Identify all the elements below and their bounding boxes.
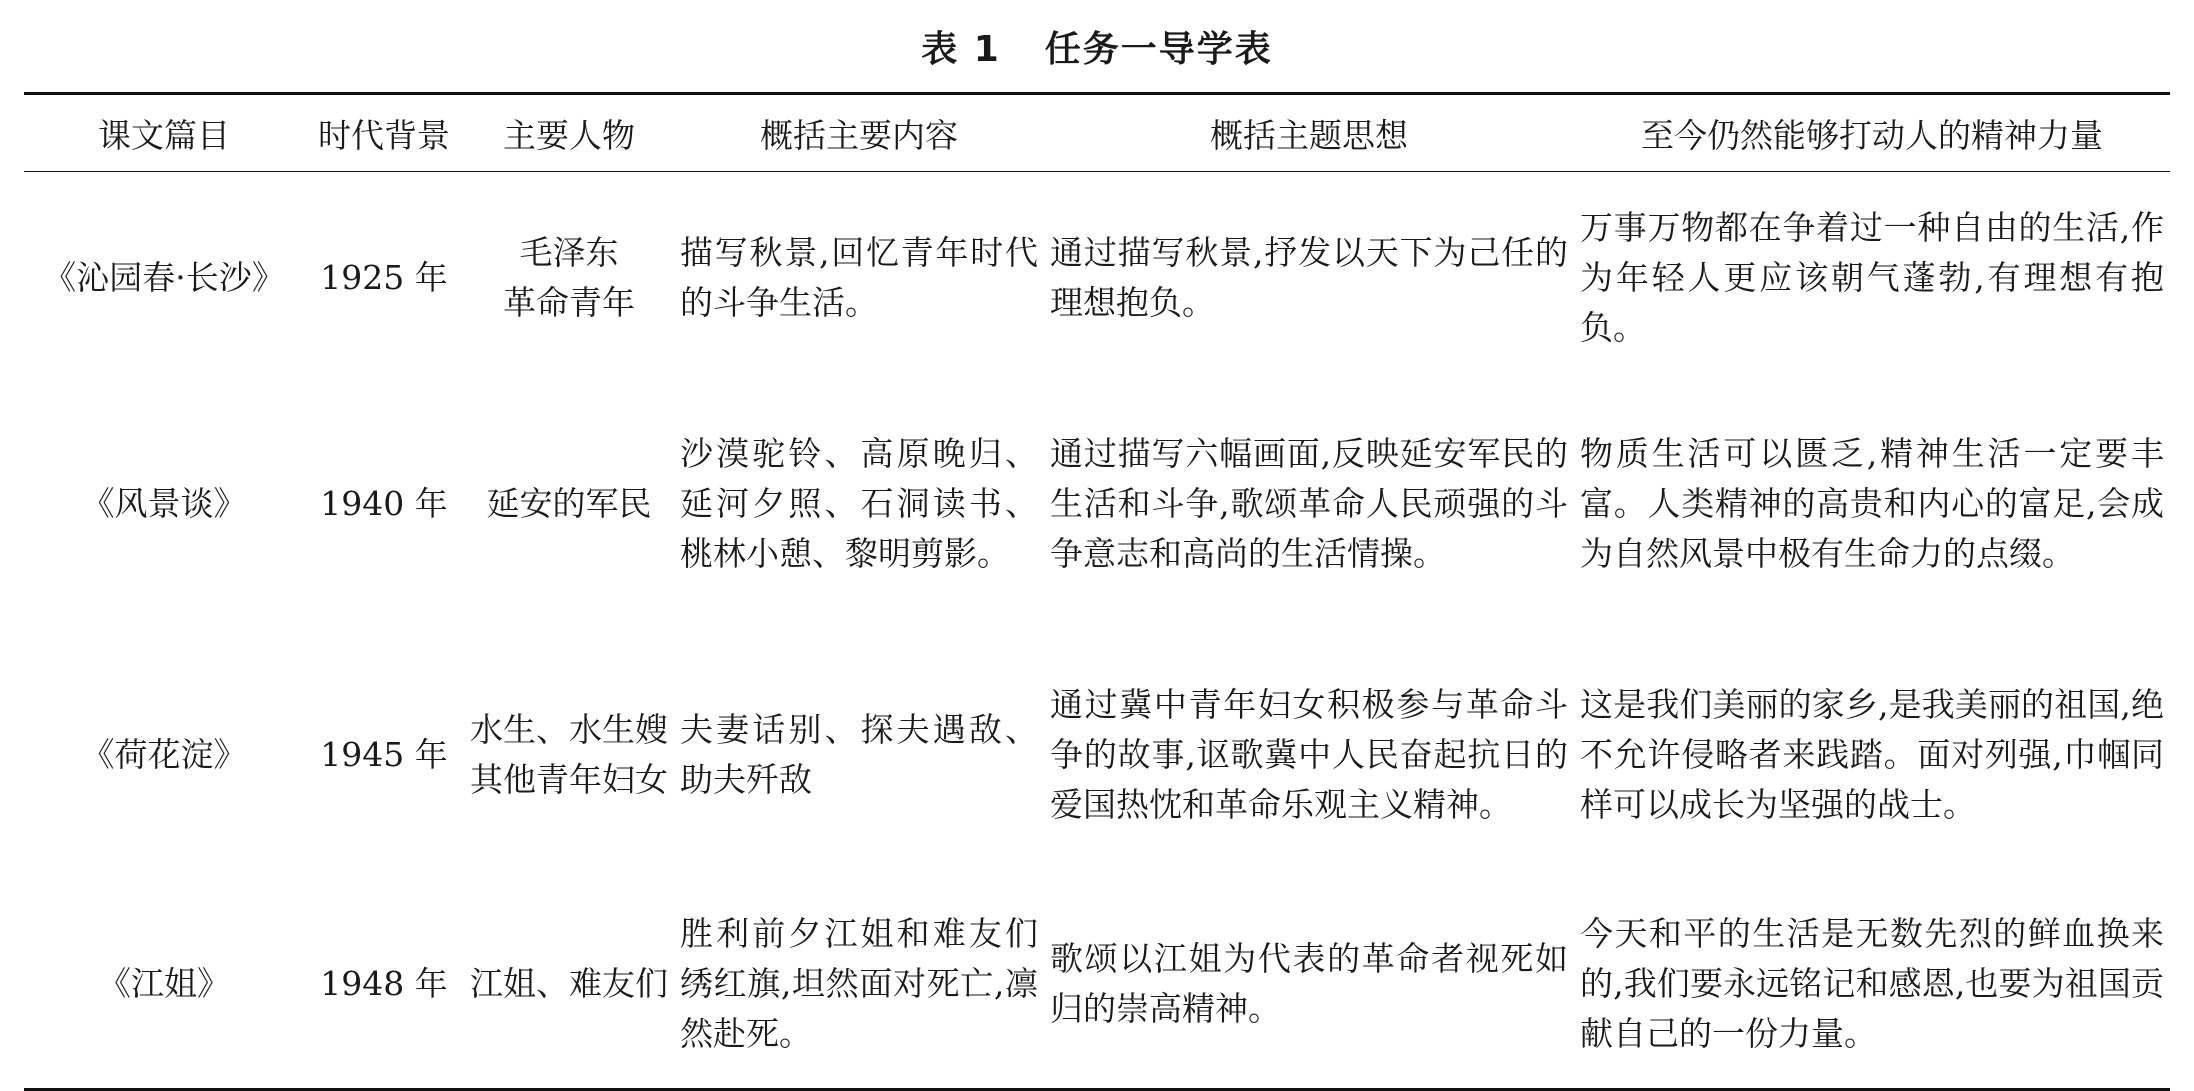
cell-spirit: 物质生活可以匮乏,精神生活一定要丰富。人类精神的高贵和内心的富足,会成为自然风景中极有生命力的点缀。 [1580, 434, 2164, 573]
cell-characters [464, 172, 674, 379]
character-line: 水生、水生嫂 [470, 710, 668, 749]
character-line: 江姐、难友们 [470, 964, 668, 1003]
character-line: 革命青年 [503, 283, 635, 322]
header-spirit: 至今仍然能够打动人的精神力量 [1641, 115, 2103, 155]
cell-characters [464, 630, 674, 880]
cell-theme: 通过冀中青年妇女积极参与革命斗争的故事,讴歌冀中人民奋起抗日的爱国热忱和革命乐观主义精神。 [1050, 685, 1568, 824]
cell-theme: 歌颂以江姐为代表的革命者视死如归的崇高精神。 [1050, 939, 1568, 1028]
character-line: 其他青年妇女 [470, 760, 668, 799]
character-line: 毛泽东 [519, 233, 619, 272]
table-row [24, 378, 2170, 630]
header-characters: 主要人物 [503, 115, 635, 155]
cell-year: 1945 年 [320, 735, 448, 774]
cell-title: 《风景谈》 [81, 484, 247, 523]
table-title: 任务一导学表 [1044, 29, 1273, 70]
cell-title: 《江姐》 [98, 964, 230, 1003]
header-theme: 概括主题思想 [1210, 115, 1408, 155]
table-number: 表 1 [921, 29, 1001, 70]
header-content: 概括主要内容 [760, 115, 958, 155]
cell-year: 1925 年 [320, 258, 448, 297]
cell-content: 描写秋景,回忆青年时代的斗争生活。 [680, 233, 1038, 322]
header-title: 课文篇目 [98, 115, 230, 155]
cell-spirit: 这是我们美丽的家乡,是我美丽的祖国,绝不允许侵略者来践踏。面对列强,巾帼同样可以成长为坚强的战士。 [1580, 685, 2164, 824]
cell-year: 1948 年 [320, 964, 448, 1003]
cell-theme: 通过描写秋景,抒发以天下为己任的理想抱负。 [1050, 233, 1568, 322]
table-caption [0, 22, 2194, 78]
cell-title: 《沁园春·长沙》 [43, 258, 285, 297]
cell-title: 《荷花淀》 [81, 735, 247, 774]
table-row [24, 630, 2170, 880]
table-header-row [24, 94, 2170, 172]
cell-content: 胜利前夕江姐和难友们绣红旗,坦然面对死亡,凛然赴死。 [680, 914, 1038, 1053]
guide-table [24, 92, 2170, 1091]
header-era: 时代背景 [318, 115, 450, 155]
table-row [24, 172, 2170, 379]
cell-characters [464, 880, 674, 1090]
cell-theme: 通过描写六幅画面,反映延安军民的生活和斗争,歌颂革命人民顽强的斗争意志和高尚的生活情操。 [1050, 434, 1568, 573]
cell-spirit: 今天和平的生活是无数先烈的鲜血换来的,我们要永远铭记和感恩,也要为祖国贡献自己的一份力量。 [1580, 914, 2164, 1053]
cell-spirit: 万事万物都在争着过一种自由的生活,作为年轻人更应该朝气蓬勃,有理想有抱负。 [1580, 208, 2164, 347]
cell-characters [464, 378, 674, 630]
cell-content: 夫妻话别、探夫遇敌、助夫歼敌 [680, 710, 1038, 799]
cell-year: 1940 年 [320, 484, 448, 523]
table-row [24, 880, 2170, 1090]
cell-content: 沙漠驼铃、高原晚归、延河夕照、石洞读书、桃林小憩、黎明剪影。 [680, 434, 1038, 573]
character-line: 延安的军民 [486, 484, 652, 523]
